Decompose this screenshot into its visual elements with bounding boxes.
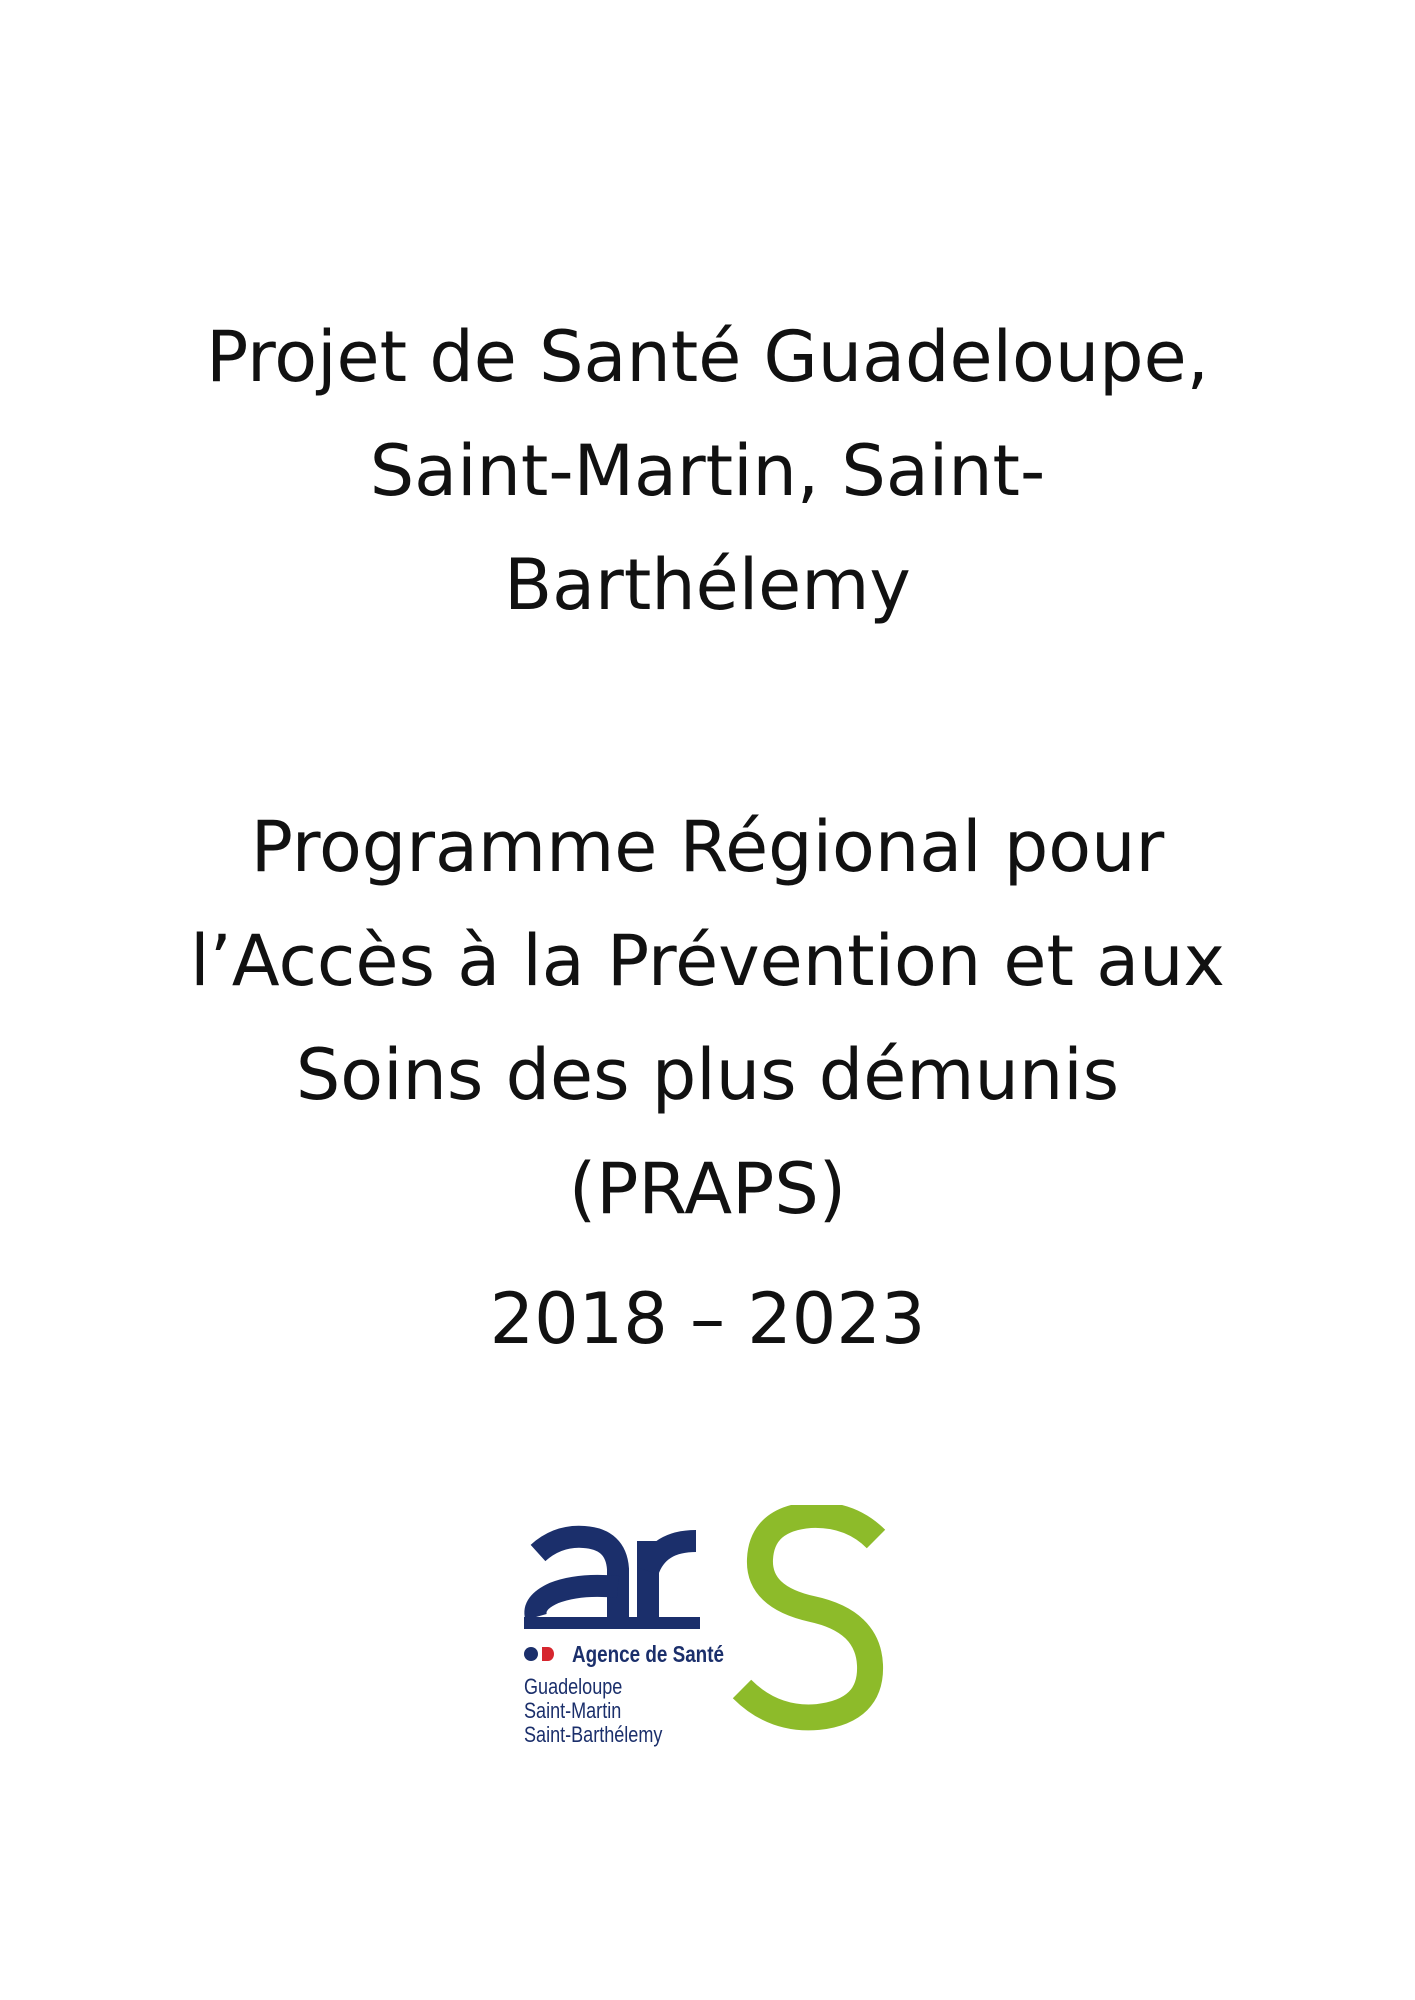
logo-region-line-1: Guadeloupe [524,1674,623,1699]
program-title-line-3: Soins des plus démunis [295,1034,1120,1116]
logo-region-line-3: Saint-Barthélemy [524,1722,663,1747]
project-title-line-2: Saint-Martin, Saint- [369,430,1046,512]
project-title-line-3: Barthélemy [504,544,911,626]
logo-agency-text: Agence de Santé [572,1641,724,1667]
logo-red-dot [542,1647,554,1661]
program-title-line-2: l’Accès à la Prévention et aux [190,920,1225,1002]
program-title-line-1: Programme Régional pour [250,806,1165,888]
program-title-line-4: (PRAPS) [568,1148,847,1230]
ars-logo [520,1505,900,1775]
logo-blue-dot [524,1647,538,1661]
program-title [0,790,1415,1246]
logo-region-line-2: Saint-Martin [524,1698,622,1723]
project-title-line-1: Projet de Santé Guadeloupe, [206,316,1209,398]
project-title [0,300,1415,642]
program-years: 2018 – 2023 [489,1278,926,1360]
